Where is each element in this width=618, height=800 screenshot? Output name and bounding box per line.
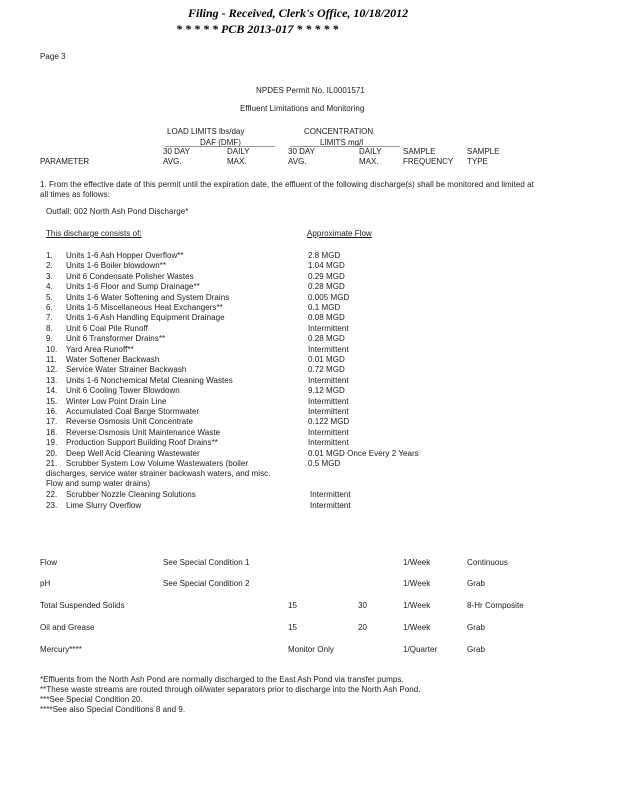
discharge-item-name: Deep Well Acid Cleaning Wastewater bbox=[66, 449, 200, 458]
load-limits-header: LOAD LIMITS lbs/day bbox=[167, 127, 245, 136]
footnote: ***See Special Condition 20. bbox=[40, 695, 143, 704]
discharge-item-flow: 0.1 MGD bbox=[308, 303, 341, 312]
discharge-item-flow: 0.01 MGD bbox=[308, 355, 345, 364]
discharge-item-number: 21. bbox=[46, 459, 58, 468]
item-21-continuation-1: discharges, service water strainer backwash waters, and misc. bbox=[46, 469, 271, 478]
parameter-sample-type: Grab bbox=[467, 645, 485, 654]
discharge-item-number: 2. bbox=[46, 261, 53, 270]
discharge-item-number: 19. bbox=[46, 438, 58, 447]
parameter-30day-avg: 15 bbox=[288, 623, 297, 632]
discharge-item-name: Units 1-6 Water Softening and System Drains bbox=[66, 293, 230, 302]
discharge-item-name: Accumulated Coal Barge Stormwater bbox=[66, 407, 200, 416]
discharge-item-number: 10. bbox=[46, 345, 58, 354]
item-21-continuation-2: Flow and sump water drains) bbox=[46, 479, 151, 488]
discharge-item-name: Units 1-6 Ash Handling Equipment Drainage bbox=[66, 313, 225, 322]
discharge-item-name: Water Softener Backwash bbox=[66, 355, 160, 364]
parameter-name: Flow bbox=[40, 558, 58, 567]
parameter-name: Oil and Grease bbox=[40, 623, 95, 632]
permit-title: NPDES Permit No. IL0001571 bbox=[256, 86, 365, 95]
discharge-item-name: Units 1-6 Boiler blowdown** bbox=[66, 261, 167, 270]
discharge-item-name: Unit 6 Coal Pile Runoff bbox=[66, 324, 148, 333]
parameter-sample-type: Continuous bbox=[467, 558, 508, 567]
parameter-name: Total Suspended Solids bbox=[40, 601, 125, 610]
discharge-item-number: 15. bbox=[46, 397, 58, 406]
col-avg-conc: AVG. bbox=[288, 157, 307, 166]
discharge-item-number: 8. bbox=[46, 324, 53, 333]
parameter-sample-type: Grab bbox=[467, 579, 485, 588]
col-type: TYPE bbox=[467, 157, 488, 166]
discharge-item-number: 6. bbox=[46, 303, 53, 312]
discharge-item-name: Unit 6 Cooling Tower Blowdown bbox=[66, 386, 180, 395]
discharge-item-flow: 0.5 MGD bbox=[308, 459, 341, 468]
discharge-item-flow: Intermittent bbox=[310, 501, 351, 510]
discharge-item-name: Yard Area Runoff** bbox=[66, 345, 134, 354]
discharge-item-flow: 0.01 MGD Once Every 2 Years bbox=[308, 449, 419, 458]
section-subtitle: Effluent Limitations and Monitoring bbox=[240, 104, 365, 113]
discharge-item-number: 4. bbox=[46, 282, 53, 291]
discharge-item-flow: 0.28 MGD bbox=[308, 334, 345, 343]
discharge-item-number: 5. bbox=[46, 293, 53, 302]
discharge-item-number: 11. bbox=[46, 355, 57, 364]
col-frequency: FREQUENCY bbox=[403, 157, 454, 166]
discharge-item-number: 12. bbox=[46, 365, 58, 374]
parameter-sample-frequency: 1/Week bbox=[403, 558, 431, 567]
col-sample: SAMPLE bbox=[403, 147, 436, 156]
dap-header: DAF (DMF) bbox=[200, 138, 241, 147]
parameter-sample-frequency: 1/Week bbox=[403, 623, 431, 632]
col-sample-2: SAMPLE bbox=[467, 147, 500, 156]
parameter-daily-max: 20 bbox=[358, 623, 367, 632]
discharge-item-number: 1. bbox=[46, 251, 53, 260]
discharge-item-name: Units 1-6 Floor and Sump Drainage** bbox=[66, 282, 200, 291]
discharge-item-number: 16. bbox=[46, 407, 58, 416]
discharge-item-number: 3. bbox=[46, 272, 53, 281]
discharge-item-name: Reverse Osmosis Unit Concentrate bbox=[66, 417, 193, 426]
discharge-item-flow: Intermittent bbox=[310, 490, 351, 499]
discharge-item-name: Winter Low Point Drain Line bbox=[66, 397, 167, 406]
flow-column-header: Approximate Flow bbox=[307, 229, 372, 238]
col-parameter: PARAMETER bbox=[40, 157, 90, 166]
col-30day-load: 30 DAY bbox=[163, 147, 190, 156]
discharge-item-name: Lime Slurry Overflow bbox=[66, 501, 142, 510]
discharge-item-flow: 0.122 MGD bbox=[308, 417, 350, 426]
discharge-list-header: This discharge consists of: bbox=[46, 229, 142, 238]
parameter-name: Mercury**** bbox=[40, 645, 82, 654]
discharge-item-number: 9. bbox=[46, 334, 53, 343]
footnote: *Effluents from the North Ash Pond are normally discharged to the East Ash Pond via transfer pumps. bbox=[40, 675, 404, 684]
col-max-load: MAX. bbox=[227, 157, 247, 166]
discharge-item-name: Reverse Osmosis Unit Maintenance Waste bbox=[66, 428, 221, 437]
discharge-item-flow: 1.04 MGD bbox=[308, 261, 345, 270]
discharge-item-flow: Intermittent bbox=[308, 438, 349, 447]
col-max-conc: MAX. bbox=[359, 157, 379, 166]
outfall-title: Outfall: 002 North Ash Pond Discharge* bbox=[46, 207, 189, 216]
discharge-item-number: 13. bbox=[46, 376, 58, 385]
parameter-sample-frequency: 1/Quarter bbox=[403, 645, 438, 654]
limits-mgl-header: LIMITS mg/l bbox=[320, 138, 364, 147]
parameter-30day-avg: Monitor Only bbox=[288, 645, 334, 654]
parameter-sample-frequency: 1/Week bbox=[403, 601, 431, 610]
discharge-item-number: 23. bbox=[46, 501, 58, 510]
discharge-item-name: Units 1-5 Miscellaneous Heat Exchangers** bbox=[66, 303, 223, 312]
discharge-item-flow: Intermittent bbox=[308, 407, 349, 416]
parameter-special-condition: See Special Condition 2 bbox=[163, 579, 250, 588]
discharge-item-flow: 0.72 MGD bbox=[308, 365, 345, 374]
parameter-30day-avg: 15 bbox=[288, 601, 297, 610]
discharge-item-name: Unit 6 Transformer Drains** bbox=[66, 334, 166, 343]
concentration-header: CONCENTRATION bbox=[304, 127, 374, 136]
parameter-sample-type: 8-Hr Composite bbox=[467, 601, 524, 610]
parameter-special-condition: See Special Condition 1 bbox=[163, 558, 250, 567]
discharge-item-name: Units 1-6 Nonchemical Metal Cleaning Wastes bbox=[66, 376, 233, 385]
intro-line-2: all times as follows: bbox=[40, 190, 110, 199]
parameter-daily-max: 30 bbox=[358, 601, 367, 610]
footnote: **These waste streams are routed through oil/water separators prior to discharge into the North Ash Pond. bbox=[40, 685, 421, 694]
discharge-item-number: 22. bbox=[46, 490, 58, 499]
col-daily-conc: DAILY bbox=[359, 147, 382, 156]
filing-stamp-line2: * * * * * PCB 2013-017 * * * * * bbox=[176, 22, 339, 36]
discharge-item-flow: 2.8 MGD bbox=[308, 251, 341, 260]
discharge-item-flow: 9.12 MGD bbox=[308, 386, 345, 395]
filing-stamp-line1: Filing - Received, Clerk's Office, 10/18/2012 bbox=[188, 6, 409, 20]
discharge-item-name: Scrubber Nozzle Cleaning Solutions bbox=[66, 490, 196, 499]
discharge-item-flow: 0.29 MGD bbox=[308, 272, 345, 281]
parameter-sample-frequency: 1/Week bbox=[403, 579, 431, 588]
discharge-item-number: 17. bbox=[46, 417, 58, 426]
discharge-item-flow: Intermittent bbox=[308, 428, 349, 437]
discharge-item-name: Unit 6 Condensate Polisher Wastes bbox=[66, 272, 194, 281]
discharge-item-number: 18. bbox=[46, 428, 58, 437]
discharge-item-name: Units 1-6 Ash Hopper Overflow** bbox=[66, 251, 184, 260]
discharge-item-flow: Intermittent bbox=[308, 324, 349, 333]
discharge-item-name: Scrubber System Low Volume Wastewaters (boiler bbox=[66, 459, 249, 468]
discharge-item-flow: 0.28 MGD bbox=[308, 282, 345, 291]
discharge-item-number: 7. bbox=[46, 313, 53, 322]
discharge-item-number: 20. bbox=[46, 449, 58, 458]
page-label: Page 3 bbox=[40, 52, 66, 61]
intro-line-1: 1. From the effective date of this permit until the expiration date, the effluent of the following discharge(s) shall be monitored and limited at bbox=[40, 180, 534, 189]
parameter-sample-type: Grab bbox=[467, 623, 485, 632]
parameter-name: pH bbox=[40, 579, 51, 588]
discharge-item-flow: Intermittent bbox=[308, 376, 349, 385]
discharge-item-flow: Intermittent bbox=[308, 345, 349, 354]
discharge-item-flow: 0.08 MGD bbox=[308, 313, 345, 322]
discharge-item-flow: Intermittent bbox=[308, 397, 349, 406]
discharge-item-number: 14. bbox=[46, 386, 58, 395]
discharge-item-flow: 0.005 MGD bbox=[308, 293, 350, 302]
discharge-item-name: Production Support Building Roof Drains** bbox=[66, 438, 218, 447]
discharge-item-name: Service Water Strainer Backwash bbox=[66, 365, 187, 374]
footnote: ****See also Special Conditions 8 and 9. bbox=[40, 705, 186, 714]
col-daily-load: DAILY bbox=[227, 147, 250, 156]
col-30day-conc: 30 DAY bbox=[288, 147, 315, 156]
col-avg-load: AVG. bbox=[163, 157, 182, 166]
